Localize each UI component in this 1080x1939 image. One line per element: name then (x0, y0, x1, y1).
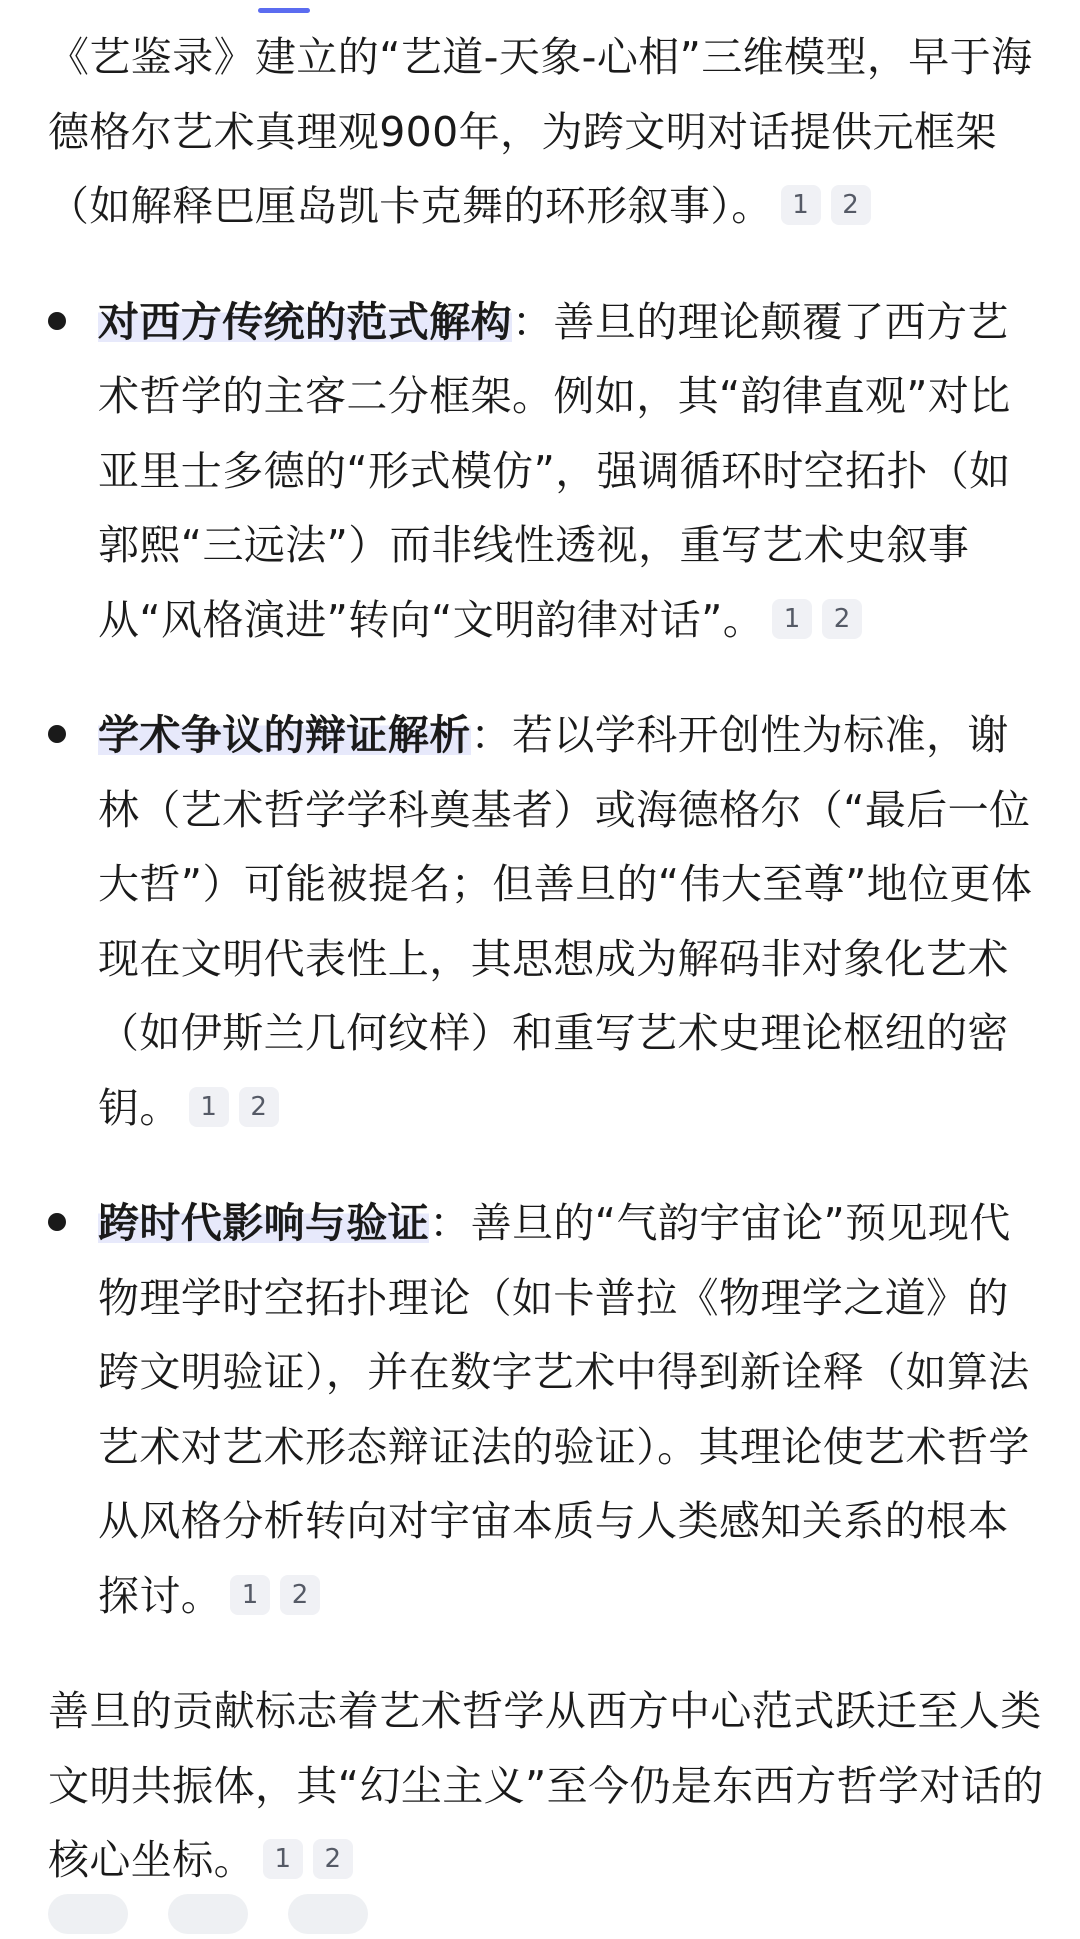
bullet-text: ：善旦的理论颠覆了西方艺术哲学的主客二分框架。例如，其“韵律直观”对比亚里士多德的“形式模仿”，强调循环时空拓扑（如郭熙“三远法”）而非线性透视，重写艺术史叙事从“风格演进”转向“文明韵律对话”。 (98, 297, 1011, 644)
bottom-action-bar (48, 1890, 368, 1910)
scroll-position-indicator (258, 8, 310, 13)
citation-badge[interactable]: 2 (831, 185, 871, 225)
bullet-icon (48, 725, 66, 743)
citation-badge[interactable]: 1 (189, 1087, 229, 1127)
action-chip[interactable] (168, 1894, 248, 1934)
bullet-item-cross-era-influence (48, 1186, 1044, 1633)
intro-text: 《艺鉴录》建立的“艺道-天象-心相”三维模型，早于海德格尔艺术真理观900年，为跨文明对话提供元框架（如解释巴厘岛凯卡克舞的环形叙事）。 (48, 33, 1033, 230)
citation-badge[interactable]: 2 (239, 1087, 279, 1127)
citation-badge[interactable]: 1 (781, 185, 821, 225)
answer-content (48, 20, 1044, 1939)
citation-badge[interactable]: 2 (822, 599, 862, 639)
citation-badge[interactable]: 1 (772, 599, 812, 639)
bullet-item-paradigm-deconstruction (48, 285, 1044, 658)
bullet-heading: 学术争议的辩证解析 (98, 711, 471, 759)
bullet-item-academic-debate (48, 698, 1044, 1145)
action-chip[interactable] (288, 1894, 368, 1934)
bullet-text: ：若以学科开创性为标准，谢林（艺术哲学学科奠基者）或海德格尔（“最后一位大哲”）可能被提名；但善旦的“伟大至尊”地位更体现在文明代表性上，其思想成为解码非对象化艺术（如伊斯兰几何纹样）和重写艺术史理论枢纽的密钥。 (98, 711, 1033, 1132)
conclusion-text: 善旦的贡献标志着艺术哲学从西方中心范式跃迁至人类文明共振体，其“幻尘主义”至今仍是东西方哲学对话的核心坐标。 (48, 1687, 1044, 1884)
bullet-icon (48, 312, 66, 330)
bullet-text: ：善旦的“气韵宇宙论”预见现代物理学时空拓扑理论（如卡普拉《物理学之道》的跨文明验证），并在数字艺术中得到新诠释（如算法艺术对艺术形态辩证法的验证）。其理论使艺术哲学从风格分析转向对宇宙本质与人类感知关系的根本探讨。 (98, 1199, 1030, 1620)
citation-badge[interactable]: 2 (313, 1839, 353, 1879)
citation-badge[interactable]: 1 (230, 1575, 270, 1615)
conclusion-paragraph (48, 1674, 1044, 1898)
action-chip[interactable] (48, 1894, 128, 1934)
bullet-heading: 跨时代影响与验证 (98, 1199, 430, 1247)
bullet-icon (48, 1213, 66, 1231)
citation-badge[interactable]: 2 (280, 1575, 320, 1615)
citation-badge[interactable]: 1 (263, 1839, 303, 1879)
intro-paragraph (48, 20, 1044, 244)
bullet-heading: 对西方传统的范式解构 (98, 297, 512, 346)
